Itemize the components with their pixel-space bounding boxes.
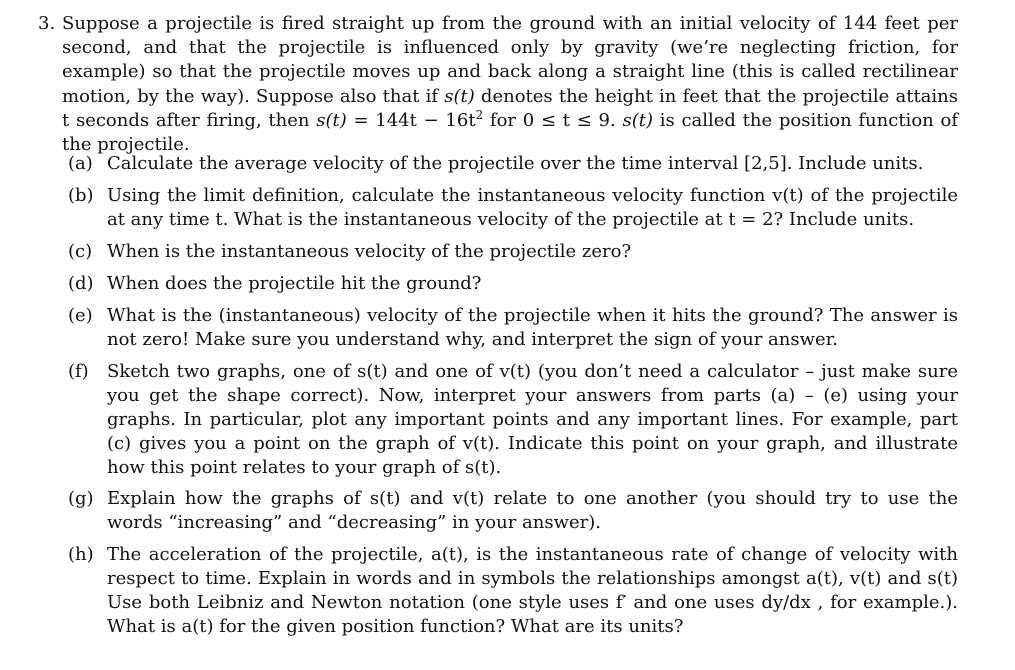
subquestion-label: (d) [68,273,94,294]
problem-number: 3. [38,13,56,34]
subquestion-label: (g) [68,488,94,509]
subquestion-f [68,360,958,480]
subquestion-d [68,272,958,296]
subquestion-text: The acceleration of the projectile, a(t), is the instantaneous rate of change of velocity with respect to time. Explain in words and in symbols the relationships amongst a(t), v(t) and s(t) Use both Leibniz and Newton notation (one style uses f′ and one uses dy/dx , for example.). What is a(t) for the given position function? What are its units? [107,544,958,637]
subquestion-label: (f) [68,361,89,382]
subquestion-label: (b) [68,185,94,206]
subquestion-c [68,240,958,264]
subquestion-label: (e) [68,305,93,326]
position-formula: = 144t − 16t [346,109,476,131]
subquestion-text: Explain how the graphs of s(t) and v(t) relate to one another (you should try to use the words “increasing” and “decreasing” in your answer). [107,488,958,533]
problem-statement [38,12,958,157]
subquestion-text: When is the instantaneous velocity of the projectile zero? [107,241,632,262]
subquestion-text: When does the projectile hit the ground? [107,273,482,294]
subquestion-a [68,152,958,176]
subquestion-text: Calculate the average velocity of the projectile over the time interval [2,5]. Include units. [107,153,924,174]
subquestion-h [68,543,958,639]
problem-intro: Suppose a projectile is fired straight up from the ground with an initial velocity of 144 feet per second, and that the projectile is influenced only by gravity (we’re neglecting friction, for example) so that the projectile moves up and back along a straight line (this is called rectilinear motion, by the way). Suppose also that if s(t) denotes the height in feet that the projectile attains t seconds after firing, then $s(t) = 144t - 16t^2$ for 0 ≤ t ≤ 9. s(t) is called the position function of the projectile. [62,13,958,156]
subquestion-e [68,304,958,352]
subquestion-label: (c) [68,241,93,262]
subquestion-text: What is the (instantaneous) velocity of the projectile when it hits the ground? The answer is not zero! Make sure you understand why, and interpret the sign of your answer. [107,305,958,350]
subquestion-label: (a) [68,153,93,174]
subquestion-text: Using the limit definition, calculate the instantaneous velocity function v(t) of the projectile at any time t. What is the instantaneous velocity of the projectile at t = 2? Include units. [107,185,958,230]
subquestion-text: Sketch two graphs, one of s(t) and one of v(t) (you don’t need a calculator – just make sure you get the shape correct). Now, interpret your answers from parts (a) – (e) using your graphs. In particular, plot any important points and any important lines. For example, part (c) gives you a point on the graph of v(t). Indicate this point on your graph, and illustrate how this point relates to your graph of s(t). [107,361,958,478]
subquestion-b [68,184,958,232]
subquestion-label: (h) [68,544,94,565]
subquestion-g [68,487,958,535]
